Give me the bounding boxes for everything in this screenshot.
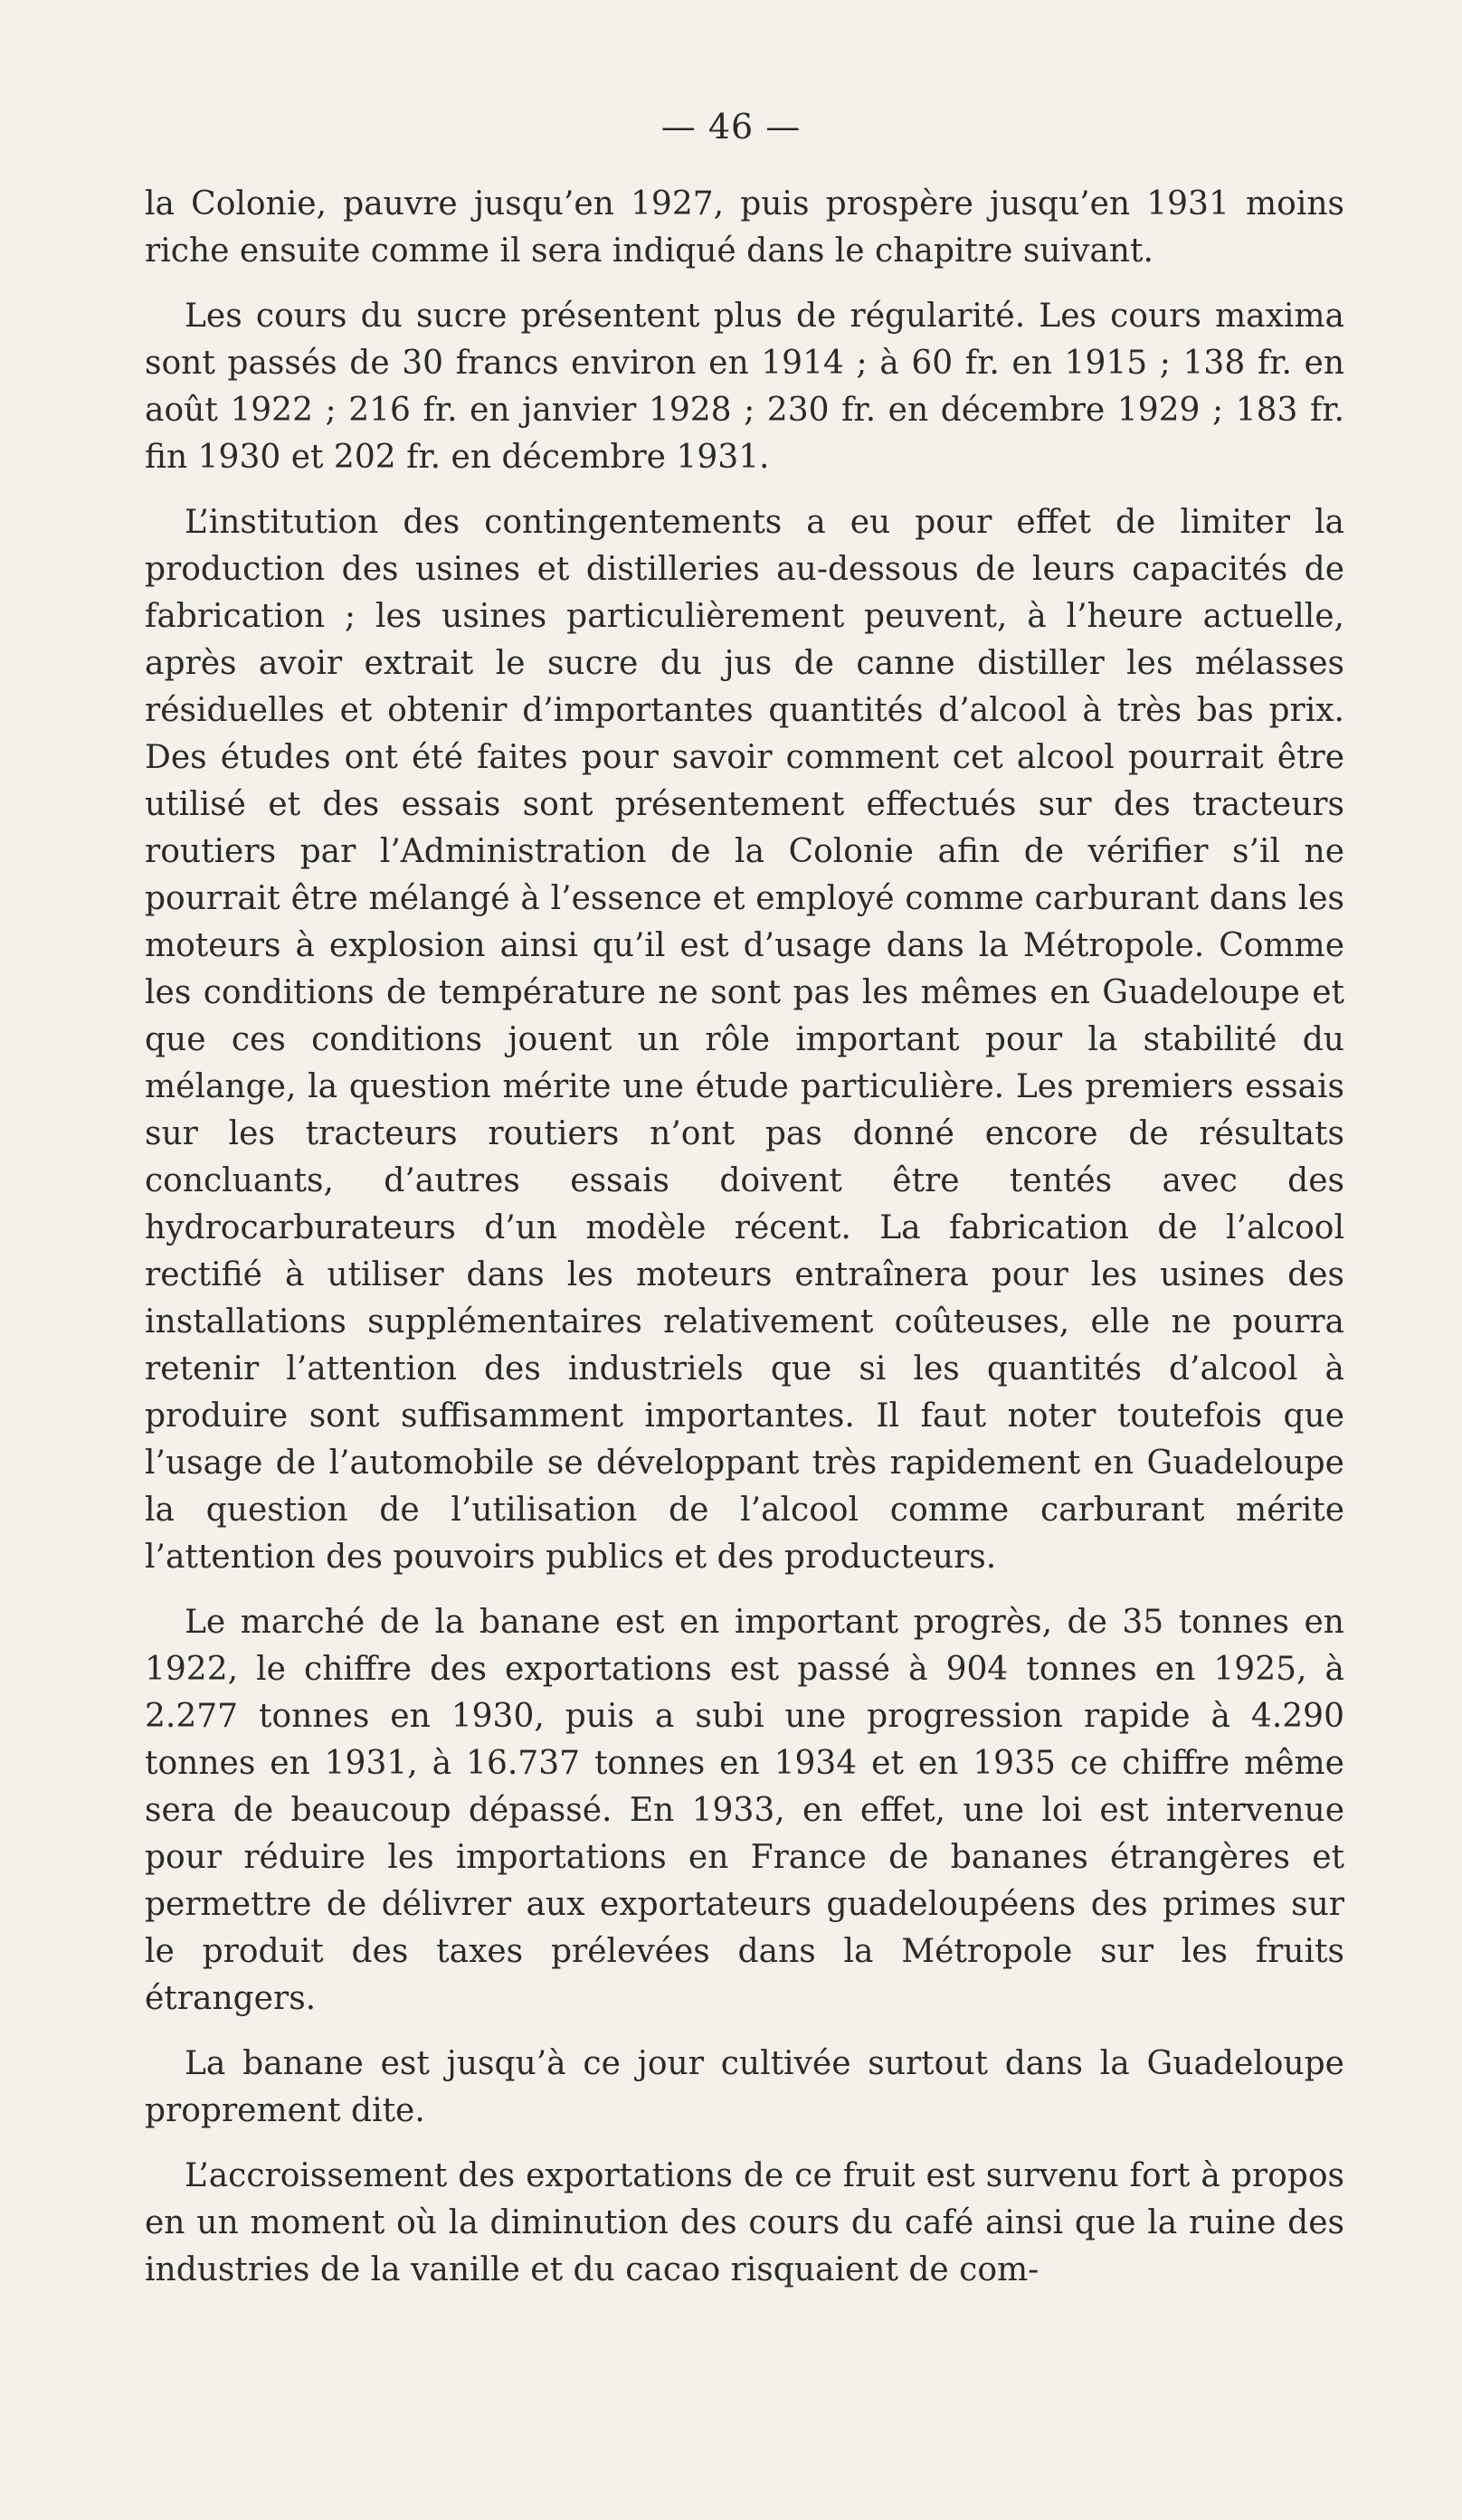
paragraph-1: la Colonie, pauvre jusqu’en 1927, puis prospère jusqu’en 1931 moins riche ensuite comme il sera indiqué dans le chapitre suivant. bbox=[145, 185, 1344, 270]
paragraph-6-text: L’accroissement des exportations de ce fruit est survenu fort à propos en un moment où la diminution des cours du café ainsi que la ruine des industries de la vanille et du cacao risquaient de com- bbox=[145, 2157, 1344, 2288]
paragraph-6 bbox=[145, 2153, 1344, 2294]
paragraph-2 bbox=[145, 293, 1344, 481]
paragraph-4 bbox=[145, 1599, 1344, 2023]
body-text bbox=[145, 181, 1344, 2312]
paragraph-5-text: La banane est jusqu’à ce jour cultivée surtout dans la Guadeloupe proprement dite. bbox=[145, 2045, 1344, 2129]
paragraph-3-text: L’institution des contingentements a eu pour effet de limiter la production des usines et distilleries au-dessous de leurs capacités de fabrication ; les usines particulièrement peuvent, à l’heure actuelle, après avoir extrait le sucre du jus de canne distiller les mélasses résiduelles et obtenir d’importantes quantités d’alcool à très bas prix. Des études ont été faites pour savoir comment cet alcool pourrait être utilisé et des essais sont présentement effectués sur des tracteurs routiers par l’Administration de la Colonie afin de vérifier s’il ne pourrait être mélangé à l’essence et employé comme carburant dans les moteurs à explosion ainsi qu’il est d’usage dans la Métropole. Comme les conditions de température ne sont pas les mêmes en Guadeloupe et que ces conditions jouent un rôle important pour la stabilité du mélange, la question mérite une étude particulière. Les premiers essais sur les tracteurs routiers n’ont pas donné encore de résultats concluants, d’autres essais doivent être tentés avec des hydrocarburateurs d’un modèle récent. La fabrication de l’alcool rectifié à utiliser dans les moteurs entraînera pour les usines des installations supplémentaires relativement coûteuses, elle ne pourra retenir l’attention des industriels que si les quantités d’alcool à produire sont suffisamment importantes. Il faut noter toutefois que l’usage de l’automobile se développant très rapidement en Guadeloupe la question de l’utilisation de l’alcool comme carburant mérite l’attention des pouvoirs publics et des producteurs. bbox=[145, 504, 1344, 1576]
paragraph-5 bbox=[145, 2041, 1344, 2135]
paragraph-4-text: Le marché de la banane est en important progrès, de 35 tonnes en 1922, le chiffre des exportations est passé à 904 tonnes en 1925, à 2.277 tonnes en 1930, puis a subi une progression rapide à 4.290 tonnes en 1931, à 16.737 tonnes en 1934 et en 1935 ce chiffre même sera de beaucoup dépassé. En 1933, en effet, une loi est intervenue pour réduire les importations en France de bananes étrangères et permettre de délivrer aux exportateurs guadeloupéens des primes sur le produit des taxes prélevées dans la Métropole sur les fruits étrangers. bbox=[145, 1604, 1344, 2017]
paragraph-2-text: Les cours du sucre présentent plus de régularité. Les cours maxima sont passés de 30 francs environ en 1914 ; à 60 fr. en 1915 ; 138 fr. en août 1922 ; 216 fr. en janvier 1928 ; 230 fr. en décembre 1929 ; 183 fr. fin 1930 et 202 fr. en décembre 1931. bbox=[145, 298, 1344, 476]
paragraph-3 bbox=[145, 499, 1344, 1581]
page-number: — 46 — bbox=[660, 107, 802, 147]
